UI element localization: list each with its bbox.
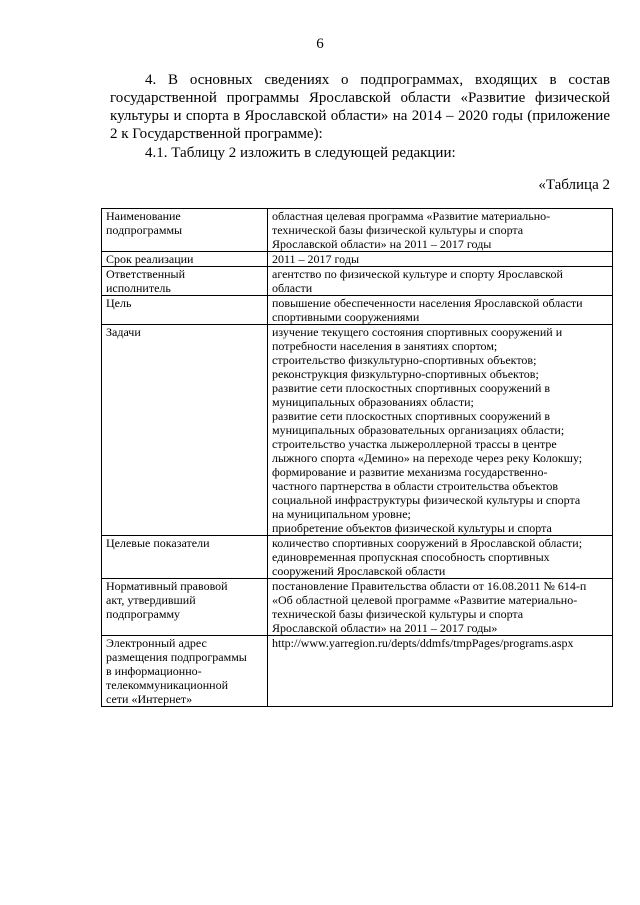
row-value-line: формирование и развитие механизма государственно- — [272, 465, 548, 479]
row-value-line: изучение текущего состояния спортивных сооружений и — [272, 325, 563, 339]
row-value-line: социальной инфраструктуры физической культуры и спорта — [272, 493, 581, 507]
row-value-line: постановление Правительства области от 16.08.2011 № 614-п — [272, 579, 587, 593]
table-row — [102, 252, 613, 267]
row-value-line: частного партнерства в области строительства объектов — [272, 479, 559, 493]
table-row — [102, 296, 613, 325]
table-row — [102, 579, 613, 636]
table-row — [102, 536, 613, 579]
row-value-cell — [268, 209, 613, 252]
row-value-line: технической базы физической культуры и спорта — [272, 607, 524, 621]
row-label-line: телекоммуникационной — [106, 678, 228, 692]
row-label-line: размещения подпрограммы — [106, 650, 247, 664]
row-value-line: области — [272, 281, 313, 295]
paragraph-4-1: 4.1. Таблицу 2 изложить в следующей редакции: — [145, 145, 456, 161]
row-value-line: муниципальных образовательных организациях области; — [272, 423, 565, 437]
row-value-cell — [268, 267, 613, 296]
row-label-line: исполнитель — [106, 281, 171, 295]
page-number: 6 — [316, 36, 324, 52]
row-value-cell — [268, 252, 613, 267]
table-body — [102, 209, 613, 707]
row-label-line: в информационно- — [106, 664, 202, 678]
row-label-line: Задачи — [106, 325, 141, 339]
row-value-line: агентство по физической культуре и спорту Ярославской — [272, 267, 563, 281]
table-row — [102, 209, 613, 252]
row-value-cell — [268, 636, 613, 707]
row-value-line: на муниципальном уровне; — [272, 507, 411, 521]
row-value-line: строительство участка лыжероллерной трассы в центре — [272, 437, 557, 451]
row-value-line: Ярославской области» на 2011 – 2017 годы» — [272, 621, 498, 635]
row-value-line: 2011 – 2017 годы — [272, 252, 359, 266]
table-caption: «Таблица 2 — [538, 177, 610, 193]
row-value-line: сооружений Ярославской области — [272, 564, 446, 578]
row-label-cell — [102, 209, 268, 252]
row-value-line: потребности населения в занятиях спортом; — [272, 339, 498, 353]
row-label-line: Наименование — [106, 209, 181, 223]
row-label-line: Целевые показатели — [106, 536, 210, 550]
row-label-line: сети «Интернет» — [106, 692, 193, 706]
row-value-line: спортивными сооружениями — [272, 310, 420, 324]
row-value-cell — [268, 536, 613, 579]
row-label-cell — [102, 536, 268, 579]
row-value-line: «Об областной целевой программе «Развитие материально- — [272, 593, 578, 607]
row-label-line: подпрограмму — [106, 607, 181, 621]
row-label-line: Ответственный — [106, 267, 186, 281]
row-value-line: областная целевая программа «Развитие материально- — [272, 209, 551, 223]
row-label-line: подпрограммы — [106, 223, 183, 237]
row-label-line: Цель — [106, 296, 132, 310]
row-value-line: Ярославской области» на 2011 – 2017 годы — [272, 237, 492, 251]
row-label-line: Электронный адрес — [106, 636, 207, 650]
row-label-line: Нормативный правовой — [106, 579, 228, 593]
row-value-line: технической базы физической культуры и спорта — [272, 223, 524, 237]
row-label-cell — [102, 296, 268, 325]
row-value-cell — [268, 579, 613, 636]
row-value-line: повышение обеспеченности населения Ярославской области — [272, 296, 583, 310]
row-value-line: количество спортивных сооружений в Ярославской области; — [272, 536, 583, 550]
row-value-line: http://www.yarregion.ru/depts/ddmfs/tmpPages/programs.aspx — [272, 636, 574, 650]
row-value-line: реконструкция физкультурно-спортивных объектов; — [272, 367, 539, 381]
row-label-cell — [102, 267, 268, 296]
row-value-line: развитие сети плоскостных спортивных сооружений в — [272, 409, 551, 423]
subprogram-info-table — [101, 208, 613, 707]
row-label-cell — [102, 325, 268, 536]
row-value-line: единовременная пропускная способность спортивных — [272, 550, 550, 564]
row-value-line: лыжного спорта «Демино» на переходе через реку Колокшу; — [272, 451, 583, 465]
row-label-cell — [102, 579, 268, 636]
table-row — [102, 636, 613, 707]
row-label-line: Срок реализации — [106, 252, 194, 266]
table-row — [102, 267, 613, 296]
row-label-cell — [102, 636, 268, 707]
row-value-line: строительство физкультурно-спортивных объектов; — [272, 353, 537, 367]
row-label-line: акт, утвердивший — [106, 593, 196, 607]
table-row — [102, 325, 613, 536]
row-label-cell — [102, 252, 268, 267]
paragraph-4: 4. В основных сведениях о подпрограммах, входящих в состав государственной программы Ярославской области «Развитие физической культуры и спорта в Ярославской области» на 2014 – 2020 годы (приложение 2 к Государственной программе): — [110, 72, 610, 142]
row-value-cell — [268, 325, 613, 536]
row-value-line: развитие сети плоскостных спортивных сооружений в — [272, 381, 551, 395]
row-value-cell — [268, 296, 613, 325]
row-value-line: приобретение объектов физической культуры и спорта — [272, 521, 552, 535]
row-value-line: муниципальных образованиях области; — [272, 395, 474, 409]
